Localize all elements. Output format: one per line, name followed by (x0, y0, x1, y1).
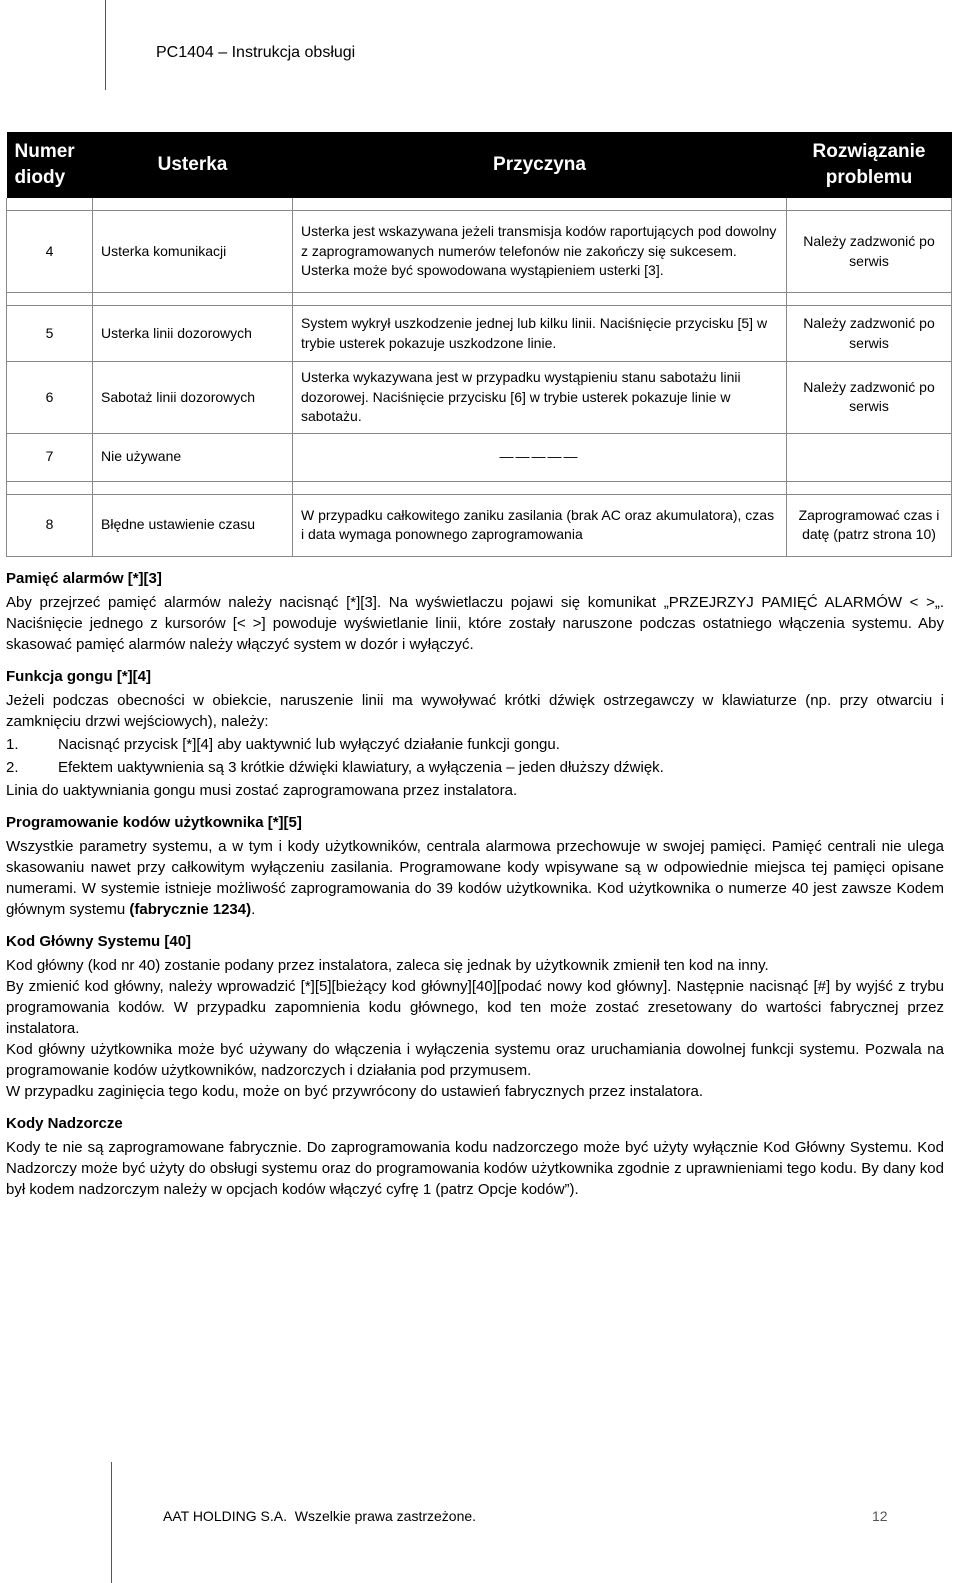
table-header-row (7, 132, 952, 198)
footer-rule (111, 1462, 112, 1583)
fault-name: Błędne ustawienie czasu (93, 494, 293, 556)
table-row (7, 433, 952, 481)
list-item (6, 734, 944, 755)
table-row (7, 306, 952, 362)
section-user-codes (6, 812, 944, 920)
footer-copyright: AAT HOLDING S.A. Wszelkie prawa zastrzeżone. (163, 1508, 477, 1524)
section-text: Aby przejrzeć pamięć alarmów należy nacisnąć [*][3]. Na wyświetlaczu pojawi się komunikat „PRZEJRZYJ PAMIĘĆ ALARMÓW < >„. Naciśnięcie jednego z kursorów [< >] powoduje wyświetlanie linii, które zostały naruszone podczas ostatniego włączenia systemu. Aby skasować pamięć alarmów należy włączyć system w dozór i wyłączyć. (6, 594, 944, 653)
fault-name: Nie używane (93, 433, 293, 481)
section-text: Jeżeli podczas obecności w obiekcie, naruszenie linii ma wywoływać krótki dźwięk ostrzegawczy w klawiaturze (np. przy otwarciu i zamknięciu drzwi wejściowych), należy: (6, 692, 944, 730)
section-title: Programowanie kodów użytkownika [*][5] (6, 814, 302, 831)
section-title: Pamięć alarmów [*][3] (6, 570, 162, 587)
section-paragraph: By zmienić kod główny, należy wprowadzić [*][5][bieżący kod główny][40][podać nowy kod główny]. Następnie nacisnąć [#] by wyjść z trybu programowania kodów. W przypadku zapomnienia kodu głównego, kod ten może zostać zresetowany do wartości fabrycznej przez instalatora. (6, 978, 944, 1037)
list-text: Nacisnąć przycisk [*][4] aby uaktywnić lub wyłączyć działanie funkcji gongu. (58, 736, 560, 753)
list-item (6, 757, 944, 778)
section-paragraph: W przypadku zaginięcia tego kodu, może on być przywrócony do ustawień fabrycznych przez instalatora. (6, 1083, 704, 1100)
column-header-cause: Przyczyna (293, 132, 787, 198)
table-row (7, 211, 952, 293)
column-header-solution: Rozwiązanie problemu (787, 132, 952, 198)
fault-solution: Zaprogramować czas i datę (patrz strona 10) (787, 494, 952, 556)
fault-solution: Należy zadzwonić po serwis (787, 362, 952, 434)
section-paragraph: Kod główny użytkownika może być używany do włączenia i wyłączenia systemu oraz uruchamiania dowolnej funkcji systemu. Pozwala na programowanie kodów użytkowników, nadzorczych i działania pod przymusem. (6, 1041, 944, 1079)
fault-name: Usterka linii dozorowych (93, 306, 293, 362)
fault-cause: Usterka jest wskazywana jeżeli transmisja kodów raportujących pod dowolny z zaprogramowanych numerów telefonów nie zakończy się sukcesem. Usterka może być spowodowana wystąpieniem usterki [3]. (293, 211, 787, 293)
page-number: 12 (872, 1508, 888, 1524)
list-number: 1. (6, 736, 19, 753)
led-number: 6 (7, 362, 93, 434)
section-paragraph: Kod główny (kod nr 40) zostanie podany przez instalatora, zaleca się jednak by użytkownik zmienił ten kod na inny. (6, 957, 769, 974)
section-chime (6, 666, 944, 801)
led-number: 8 (7, 494, 93, 556)
section-title: Kody Nadzorcze (6, 1115, 123, 1132)
document-title: PC1404 – Instrukcja obsługi (156, 44, 356, 61)
section-text: Kody te nie są zaprogramowane fabrycznie. Do zaprogramowania kodu nadzorczego może być użyty wyłącznie Kod Główny Systemu. Kod Nadzorczy może być użyty do obsługi systemu oraz do programowania kodów użytkownika zgodnie z uprawnieniami tego kodu. By dany kod był kodem nadzorczym należy w opcjach kodów włączyć cyfrę 1 (patrz Opcje kodów”). (6, 1139, 944, 1198)
section-title: Funkcja gongu [*][4] (6, 668, 151, 685)
fault-name: Usterka komunikacji (93, 211, 293, 293)
section-text (6, 836, 944, 920)
fault-cause: Usterka wykazywana jest w przypadku wystąpieniu stanu sabotażu linii dozorowej. Naciśnięcie przycisku [6] w trybie usterek pokazuje linie w sabotażu. (293, 362, 787, 434)
section-title: Kod Główny Systemu [40] (6, 933, 192, 950)
fault-cause: W przypadku całkowitego zaniku zasilania (brak AC oraz akumulatora), czas i data wymaga ponownego zaprogramowania (293, 494, 787, 556)
led-number: 4 (7, 211, 93, 293)
fault-solution: Należy zadzwonić po serwis (787, 211, 952, 293)
table-row (7, 362, 952, 434)
header-rule (105, 0, 106, 90)
factory-code: (fabrycznie 1234) (129, 901, 252, 918)
section-master-code (6, 931, 944, 1102)
fault-solution: Należy zadzwonić po serwis (787, 306, 952, 362)
fault-solution (787, 433, 952, 481)
section-text-end: . (251, 901, 256, 918)
column-header-led-number: Numer diody (7, 132, 93, 198)
main-content (6, 568, 944, 1211)
section-supervisor-codes (6, 1113, 944, 1200)
led-number: 5 (7, 306, 93, 362)
section-alarm-memory (6, 568, 944, 655)
fault-cause: System wykrył uszkodzenie jednej lub kilku linii. Naciśnięcie przycisku [5] w trybie usterek pokazuje uszkodzone linie. (293, 306, 787, 362)
list-number: 2. (6, 759, 19, 776)
chime-note: Linia do uaktywniania gongu musi zostać zaprogramowana przez instalatora. (6, 782, 518, 799)
led-number: 7 (7, 433, 93, 481)
table-row (7, 494, 952, 556)
fault-name: Sabotaż linii dozorowych (93, 362, 293, 434)
column-header-fault: Usterka (93, 132, 293, 198)
fault-cause: ————— (293, 433, 787, 481)
trouble-table (6, 132, 952, 557)
list-text: Efektem uaktywnienia są 3 krótkie dźwięki klawiatury, a wyłączenia – jeden dłuższy dźwięk. (58, 759, 664, 776)
section-text-main: Wszystkie parametry systemu, a w tym i kody użytkowników, centrala alarmowa przechowuje w swojej pamięci. Pamięć centrali nie ulega skasowaniu nawet przy całkowitym wyłączeniu zasilania. Programowane kody wpisywane są w odpowiednie miejsca tej pamięci opisane numerami. W systemie istnieje możliwość zaprogramowania do 39 kodów użytkownika. Kod użytkownika o numerze 40 jest zawsze Kodem głównym systemu (6, 838, 944, 918)
